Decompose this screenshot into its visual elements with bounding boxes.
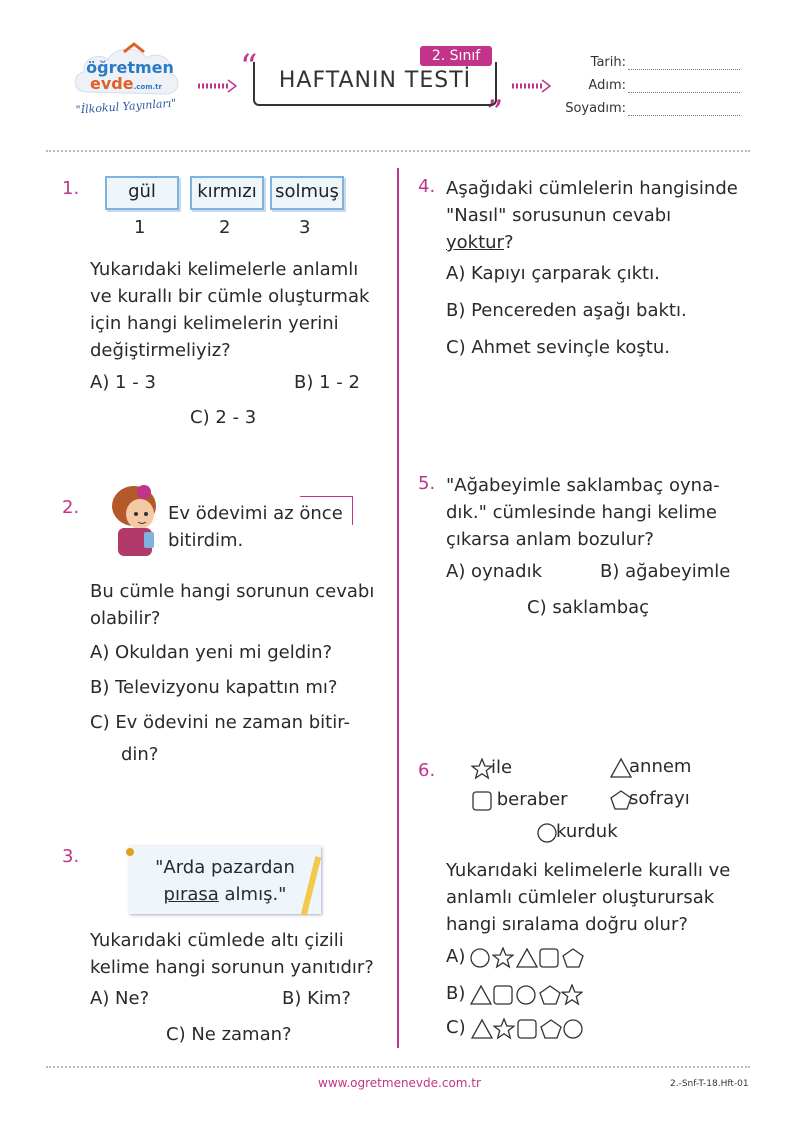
square-icon	[492, 984, 512, 1004]
star-icon	[493, 1018, 513, 1038]
option-a[interactable]: A) 1 - 3	[90, 372, 156, 393]
pentagon-icon	[539, 1018, 559, 1038]
logo-tagline: "İlkokul Yayınları"	[75, 96, 177, 117]
option-a[interactable]: A) oynadık	[446, 561, 543, 582]
option-c[interactable]: C) 2 - 3	[190, 407, 257, 428]
logo-text: öğretmen	[86, 58, 174, 77]
question-number: 5.	[418, 473, 436, 494]
surname-label: Soyadım:	[565, 101, 626, 116]
circle-icon	[515, 984, 535, 1004]
column-divider	[397, 168, 399, 1048]
pentagon-icon	[538, 984, 558, 1004]
pentagon-icon	[609, 789, 629, 809]
triangle-icon	[470, 1018, 490, 1038]
word-box-3: solmuş	[270, 176, 344, 210]
option-b[interactable]: B) ağabeyimle	[600, 561, 731, 582]
word-square: beraber	[471, 789, 568, 810]
option-b[interactable]: B) Kim?	[282, 988, 351, 1009]
footer-divider	[46, 1066, 750, 1068]
option-a[interactable]: A) Kapıyı çarparak çıktı.	[446, 263, 660, 284]
triangle-icon	[515, 947, 535, 967]
question-number: 1.	[62, 178, 80, 199]
option-a[interactable]	[446, 946, 584, 967]
word-pentagon: sofrayı	[609, 788, 690, 809]
option-b[interactable]: B) Pencereden aşağı baktı.	[446, 300, 687, 321]
grade-tag: 2. Sınıf	[420, 46, 492, 66]
option-b[interactable]: B) 1 - 2	[294, 372, 360, 393]
header-divider	[46, 150, 750, 152]
circle-icon	[562, 1018, 582, 1038]
word-number-2: 2	[219, 217, 231, 238]
option-b[interactable]	[446, 983, 584, 1004]
option-c[interactable]: C) Ev ödevini ne zaman bitir-	[90, 712, 350, 733]
date-label: Tarih:	[590, 55, 626, 70]
option-c[interactable]: C) saklambaç	[527, 597, 650, 618]
name-label: Adım:	[588, 78, 626, 93]
speech-bubble: Ev ödevimi az önce bitirdim.	[168, 503, 343, 551]
quote-open: “	[240, 47, 258, 87]
square-icon	[516, 1018, 536, 1038]
circle-icon	[536, 822, 556, 842]
quote-close: ”	[486, 93, 504, 133]
star-icon	[492, 947, 512, 967]
question-number: 6.	[418, 760, 436, 781]
star-icon	[471, 758, 491, 778]
question-stem: Yukarıdaki kelimelerle kurallı ve anlamlı cümleler oluşturursak hangi sıralama doğru olur?	[446, 860, 731, 935]
option-a[interactable]: A) Ne?	[90, 988, 150, 1009]
word-star: ile	[471, 757, 512, 778]
option-c[interactable]: C) Ne zaman?	[166, 1024, 292, 1045]
note-text: "Arda pazardan pırasa almış."	[155, 857, 295, 905]
word-box-2: kırmızı	[190, 176, 264, 210]
surname-field[interactable]	[628, 103, 740, 116]
option-c[interactable]: C) Ahmet sevinçle koştu.	[446, 337, 670, 358]
name-field[interactable]	[628, 80, 740, 93]
option-label: A)	[446, 946, 466, 967]
bubble-frame	[300, 496, 353, 525]
question-number: 4.	[418, 176, 436, 197]
question-stem: Yukarıdaki kelimelerle anlamlı ve kurallı bir cümle oluşturmak için hangi kelimelerin yerini değiştirmeliyiz?	[90, 259, 370, 361]
option-a[interactable]: A) Okuldan yeni mi geldin?	[90, 642, 333, 663]
logo-text-2: evde.com.tr	[90, 74, 162, 93]
option-b[interactable]: B) Televizyonu kapattın mı?	[90, 677, 338, 698]
page-title: HAFTANIN TESTİ	[278, 68, 472, 93]
girl-illustration	[104, 484, 166, 568]
option-c-continuation: din?	[121, 744, 159, 765]
question-number: 3.	[62, 846, 80, 867]
question-stem: Bu cümle hangi sorunun cevabı olabilir?	[90, 581, 375, 629]
question-number: 2.	[62, 497, 80, 518]
circle-icon	[469, 947, 489, 967]
square-icon	[471, 790, 491, 810]
date-field[interactable]	[628, 57, 740, 70]
pentagon-icon	[561, 947, 581, 967]
square-icon	[538, 947, 558, 967]
footer-code: 2.-Snf-T-18.Hft-01	[670, 1079, 749, 1089]
triangle-icon	[609, 757, 629, 777]
word-number-1: 1	[134, 217, 146, 238]
star-icon	[561, 984, 581, 1004]
option-c[interactable]	[446, 1017, 585, 1038]
arrow-left	[198, 78, 238, 92]
option-label: C)	[446, 1017, 466, 1038]
word-number-3: 3	[299, 217, 311, 238]
option-label: B)	[446, 983, 466, 1004]
question-stem: Aşağıdaki cümlelerin hangisinde "Nasıl" sorusunun cevabı yoktur?	[446, 178, 738, 253]
word-circle: kurduk	[536, 821, 618, 842]
footer-url[interactable]: www.ogretmenevde.com.tr	[318, 1076, 481, 1090]
word-triangle: annem	[609, 756, 691, 777]
question-stem: Yukarıdaki cümlede altı çizili kelime hangi sorunun yanıtıdır?	[90, 930, 374, 978]
triangle-icon	[469, 984, 489, 1004]
arrow-right	[512, 78, 552, 92]
word-box-1: gül	[105, 176, 179, 210]
question-stem: "Ağabeyimle saklambaç oyna- dık." cümlesinde hangi kelime çıkarsa anlam bozulur?	[446, 475, 720, 550]
